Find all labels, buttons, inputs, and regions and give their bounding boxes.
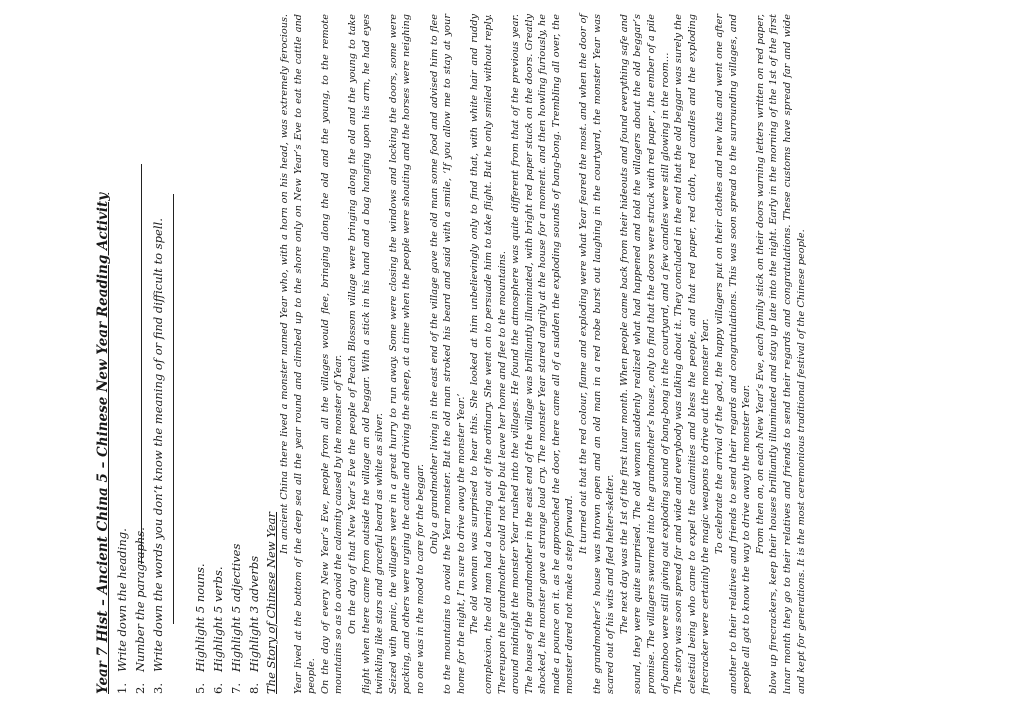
- page-title: Year 7 Hist – Ancient China 5 – Chinese New Year Reading Activity: [95, 192, 111, 694]
- story-paragraph: Only a grandmother living in the east end of the village gave the old man some food and advised him to flee to the mountains to avoid the Year monster. But the old man stroked his beard and said with a smile, ‘If you allow me to stay at your home for the night, I’m sure to drive away the monster Year.’: [428, 14, 467, 694]
- instruction-number: 1.: [115, 683, 129, 694]
- story-paragraph: In ancient China there lived a monster named Year who, with a horn on his head, was extremely ferocious. Year lived at the bottom of the deep sea all the year round and climbed up to the shore only on New Year’s Eve to eat the cattle and people.: [279, 14, 318, 694]
- story-paragraph: around midnight the monster Year rushed into the villages. He found the atmosphere was quite different from that of the previous year. The house of the grandmother in the east end of the village was brilliantly illuminated, with bright red paper stuck on the doors. Greatly shocked, the monster gave a strange loud cry. The monster Year stared angrily at the house for a moment. and then howling furiously, he made a pounce on it. as he approached the door, there came all of a sudden the exploding sounds of bang-bong. Trembling all over, the monster dared not make a step forward.: [510, 14, 576, 694]
- story-paragraph: The next day was the 1st of the first lunar month. When people came back from their hideouts and found everything safe and sound, they were quite surprised. The old woman suddenly realized what had happened and told the villagers about the old beggar’s promise. The villagers swarmed into the grandmother’s house, only to find that the doors were struck with red paper , the ember of a pile of bamboo were still giving out exploding sound of bang-bong in the courtyard, and a few candles were still glowing in the room…: [618, 14, 671, 694]
- instruction-text: Highlight 5 nouns.: [193, 563, 207, 672]
- writing-area: [167, 14, 191, 694]
- instruction-text: Highlight 5 verbs.: [211, 566, 225, 672]
- instruction-item: [149, 14, 167, 694]
- writing-line: [173, 194, 174, 624]
- story-title: The Story of Chinese New Year: [264, 511, 278, 694]
- story-paragraph: On the day of every New Year’s Eve, people from all the villages would flee, bringing along the old and the young, to the remote mountains so as to avoid the calamity caused by the monster of Year.: [319, 14, 345, 694]
- instruction-text: Highlight 5 adjectives: [229, 543, 243, 672]
- instruction-text: Write down the heading.: [115, 528, 129, 672]
- instruction-list-top: [113, 14, 167, 694]
- instruction-number: 2.: [133, 683, 147, 694]
- story-paragraph: The story was soon spread far and wide and everybody was talking about it. They concluded in the end that the old beggar was surely the celestial being who came to expel the calamities and bless the people, and that red paper, red cloth, red candles and the exploding firecracker were certainly the magic weapons to drive out the monster Year.: [673, 14, 712, 694]
- instruction-number: 3.: [151, 683, 165, 694]
- instruction-item: [191, 14, 209, 694]
- story-paragraph: The old woman was surprised to hear this. She looked at him unbelievingly only to find that, with white hair and ruddy complexion, the old man had a bearing out of the ordinary. She went on to persuade him to take flight. But he only smiled without reply. Thereupon the grandmother could not help but leave her home and flee to the mountains.: [469, 14, 508, 694]
- instruction-number: 5.: [193, 683, 207, 694]
- story-body: [278, 14, 808, 694]
- instruction-text: Write down the words you don’t know the meaning of or find difficult to spell.: [151, 218, 165, 672]
- writing-line: [141, 164, 142, 564]
- instruction-item: [227, 14, 245, 694]
- instruction-number: 6.: [211, 683, 225, 694]
- story-paragraph: To celebrate the arrival of the god, the happy villagers put on their clothes and new hats and went one after another to their relatives and friends to send their regards and congratulations. This was soon spread to the surrounding villages, and people all got to know the way to drive away the monster Year.: [714, 14, 753, 694]
- instruction-item: [245, 14, 263, 694]
- instruction-item: [209, 14, 227, 694]
- story-paragraph: Seized with panic, the villagers were in a great hurry to run away. Some were closing the windows and locking the doors, some were packing, and others were urging the cattle and driving the sheep, at a time when the people were shouting and the horses were neighing no one was in the mood to care for the beggar.: [387, 14, 426, 694]
- instruction-item: [131, 14, 149, 694]
- story-paragraph: From then on, on each New Year’s Eve, each family stick on their doors warning letters written on red paper, blow up firecrackers, keep their houses brilliantly illuminated and stay up late into the night. Early in the morning of the 1st of the first lunar month they go to their relatives and friends to send their regards and congratulations. These customs have spread far and wide and kept for generations. It is the most ceremonious traditional festival of the Chinese people.: [754, 14, 807, 694]
- story-paragraph: On the day of that New Year’s Eve the people of Peach Blossom village were bringing along the old and the young to take flight when there came from outside the village an old beggar. With a stick in his hand and a bag hanging upon his arm, he had eyes twinkling like stars and graceful beard as white as silver.: [346, 14, 386, 694]
- instruction-text: Number the paragraphs.: [133, 527, 147, 672]
- instruction-item: [113, 14, 131, 694]
- story-paragraph: It turned out that the red colour, flame and exploding were what Year feared the most. and when the door of the grandmother’s house was thrown open and an old man in a red robe burst out laughing in the courtyard, the monster Year was scared out of his wits and fled helter-skelter.: [578, 14, 617, 694]
- instruction-text: Highlight 3 adverbs: [247, 555, 261, 672]
- instruction-list-bottom: [191, 14, 263, 694]
- instruction-number: 7.: [229, 683, 243, 694]
- instruction-number: 8.: [247, 683, 261, 694]
